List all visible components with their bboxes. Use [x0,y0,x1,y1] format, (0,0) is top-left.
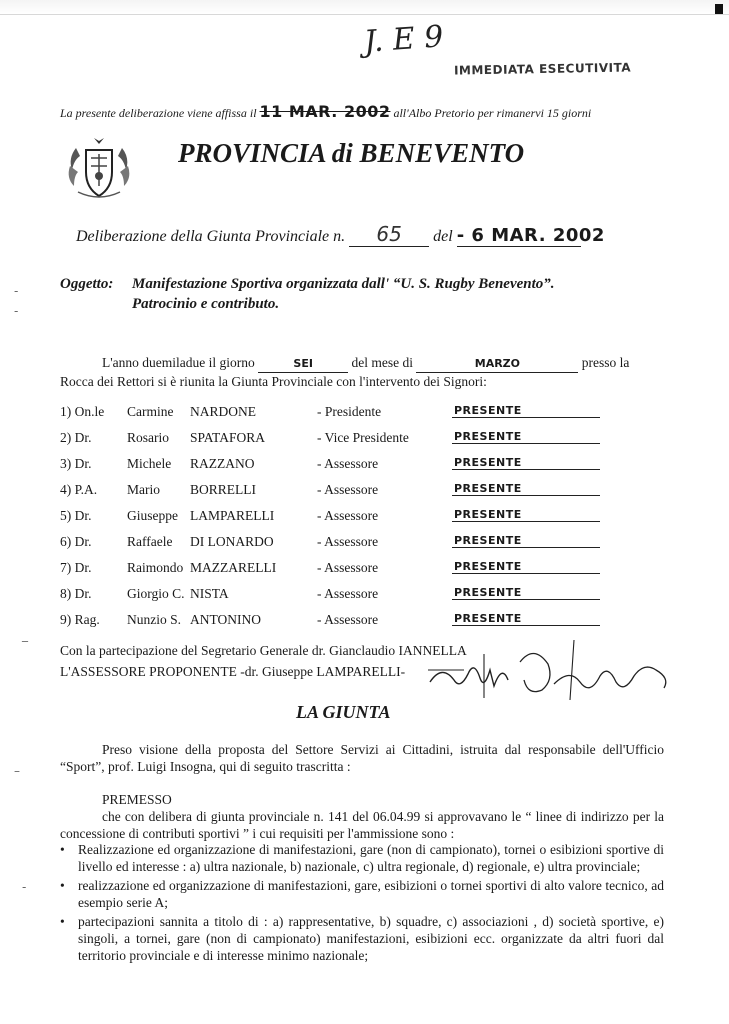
anno-text-1: L'anno duemiladue il giorno [102,355,255,370]
roster-row [60,404,620,430]
roster-first-name: Rosario [127,430,169,445]
roster-number: 4) P.A. [60,482,98,497]
roster-role: - Assessore [317,508,379,523]
margin-mark: - [14,284,19,298]
roster-last-name: NISTA [190,586,229,601]
bullet-icon: • [60,914,65,929]
margin-mark: – [14,764,20,778]
assessore-proponente-line: L'ASSESSORE PROPONENTE -dr. Giuseppe LAMPARELLI- [60,664,406,679]
deliberazione-number: 65 [349,222,429,247]
anno-mese: MARZO [416,355,578,373]
roster-last-name: MAZZARELLI [190,560,277,575]
deliberazione-line [76,222,605,247]
roster-status: PRESENTE [452,456,600,470]
roster-role: - Assessore [317,456,379,471]
roster-first-name: Giuseppe [127,508,178,523]
roster-first-name: Nunzio S. [127,612,181,627]
roster-number: 3) Dr. [60,456,92,471]
premesso-paragraph: che con delibera di giunta provinciale n. 141 del 06.04.99 si approvavano le “ linee di indirizzo per la concessione di contributi sportivi ” i cui requisiti per l'ammissione sono : [60,809,664,841]
roster-status: PRESENTE [452,534,600,548]
roster-role: - Assessore [317,586,379,601]
deliberazione-date: - 6 MAR. 2002 [456,225,605,246]
list-item [60,841,664,875]
bullet-icon: • [60,878,65,893]
roster-first-name: Raffaele [127,534,173,549]
anno-paragraph [60,354,666,390]
anno-giorno: SEI [258,355,348,373]
requirements-list [60,841,664,966]
oggetto-block [60,274,660,314]
anno-text-2: del mese di [351,355,414,370]
roster-number: 6) Dr. [60,534,92,549]
roster-status: PRESENTE [452,560,600,574]
coat-of-arms-icon [64,136,134,202]
roster-number: 8) Dr. [60,586,92,601]
roster-first-name: Giorgio C. [127,586,185,601]
anno-text-3: presso la Rocca dei Rettori si è riunita la Giunta Provinciale con l'intervento dei Signori: [60,355,630,389]
roster-number: 9) Rag. [60,612,100,627]
segretario-line: Con la partecipazione del Segretario Generale dr. Gianclaudio IANNELLA [60,643,467,658]
roster-status: PRESENTE [452,430,600,444]
roster-status: PRESENTE [452,404,600,418]
roster-row [60,560,620,586]
roster-first-name: Mario [127,482,160,497]
roster-last-name: NARDONE [190,404,256,419]
roster-last-name: DI LONARDO [190,534,274,549]
handwritten-signature [424,640,678,702]
list-item [60,913,664,964]
roster-role: - Assessore [317,560,379,575]
deliberazione-del-label: del [433,228,453,245]
oggetto-line-1: Manifestazione Sportiva organizzata dall' “U. S. Rugby Benevento”. [132,276,555,292]
handwritten-reference: J. E 9 [362,19,445,60]
margin-mark: - [14,304,19,318]
roster-role: - Presidente [317,404,382,419]
roster-status: PRESENTE [452,508,600,522]
scan-corner-mark [715,4,723,14]
affissione-stamp-date: 11 MAR. 2002 [259,102,391,121]
roster-last-name: LAMPARELLI [190,508,275,523]
preso-visione-paragraph: Preso visione della proposta del Settore Servizi ai Cittadini, istruita dal responsabile dell'Ufficio “Sport”, prof. Luigi Insogna, qui di seguito trascritta : [60,742,664,774]
margin-mark: - [22,880,27,894]
roster-row [60,586,620,612]
oggetto-line-2: Patrocinio e contributo. [132,296,280,312]
premesso-label: PREMESSO [102,792,172,807]
roster-first-name: Carmine [127,404,174,419]
list-item [60,877,664,911]
roster-status: PRESENTE [452,482,600,496]
roster-role: - Vice Presidente [317,430,409,445]
roster-role: - Assessore [317,612,379,627]
roster-status: PRESENTE [452,612,600,626]
roster-row [60,508,620,534]
roster-status: PRESENTE [452,586,600,600]
list-item-text: Realizzazione ed organizzazione di manifestazioni, gare (non di campionato), tornei o esibizioni sportive di livello ed interesse : a) ultra nazionale, b) nazionale, c) ultra regionale, d) regionale, e) ultra provinciale; [78,842,664,874]
giunta-heading: LA GIUNTA [296,702,391,722]
bullet-icon: • [60,842,65,857]
page-title: PROVINCIA di BENEVENTO [178,138,525,168]
roster-row [60,534,620,560]
scan-top-edge [0,0,729,15]
roster-row [60,430,620,456]
affissione-text-after: all'Albo Pretorio per rimanervi 15 giorni [393,106,592,120]
roster-role: - Assessore [317,534,379,549]
affissione-line [60,102,591,121]
affissione-text-before: La presente deliberazione viene affissa il [60,106,257,120]
roster-last-name: SPATAFORA [190,430,265,445]
roster-number: 7) Dr. [60,560,92,575]
roster-last-name: BORRELLI [190,482,256,497]
list-item-text: realizzazione ed organizzazione di manifestazioni, gare, esibizioni o tornei sportivi di alto valore tecnico, ad esempio serie A; [78,878,664,910]
roster-first-name: Michele [127,456,172,471]
margin-mark: _ [22,628,28,642]
roster-number: 1) On.le [60,404,105,419]
roster-role: - Assessore [317,482,379,497]
roster-number: 5) Dr. [60,508,92,523]
immediata-esecutivita-stamp: IMMEDIATA ESECUTIVITA [453,60,632,78]
roster-row [60,482,620,508]
oggetto-label: Oggetto: [60,276,114,292]
roster-first-name: Raimondo [127,560,184,575]
list-item-text: partecipazioni sannita a titolo di : a) rappresentative, b) squadre, c) associazioni , d) società sportive, e) singoli, a tornei, gare (non di campionato) manifestazioni, esibizioni ecc. organizzate da altri fuori dal territorio provinciale e di interesse minimo nazionale; [78,914,664,963]
roster-last-name: RAZZANO [190,456,255,471]
roster-number: 2) Dr. [60,430,92,445]
roster-last-name: ANTONINO [190,612,261,627]
deliberazione-label: Deliberazione della Giunta Provinciale n. [76,228,346,245]
roster-row [60,612,620,638]
roster-row [60,456,620,482]
